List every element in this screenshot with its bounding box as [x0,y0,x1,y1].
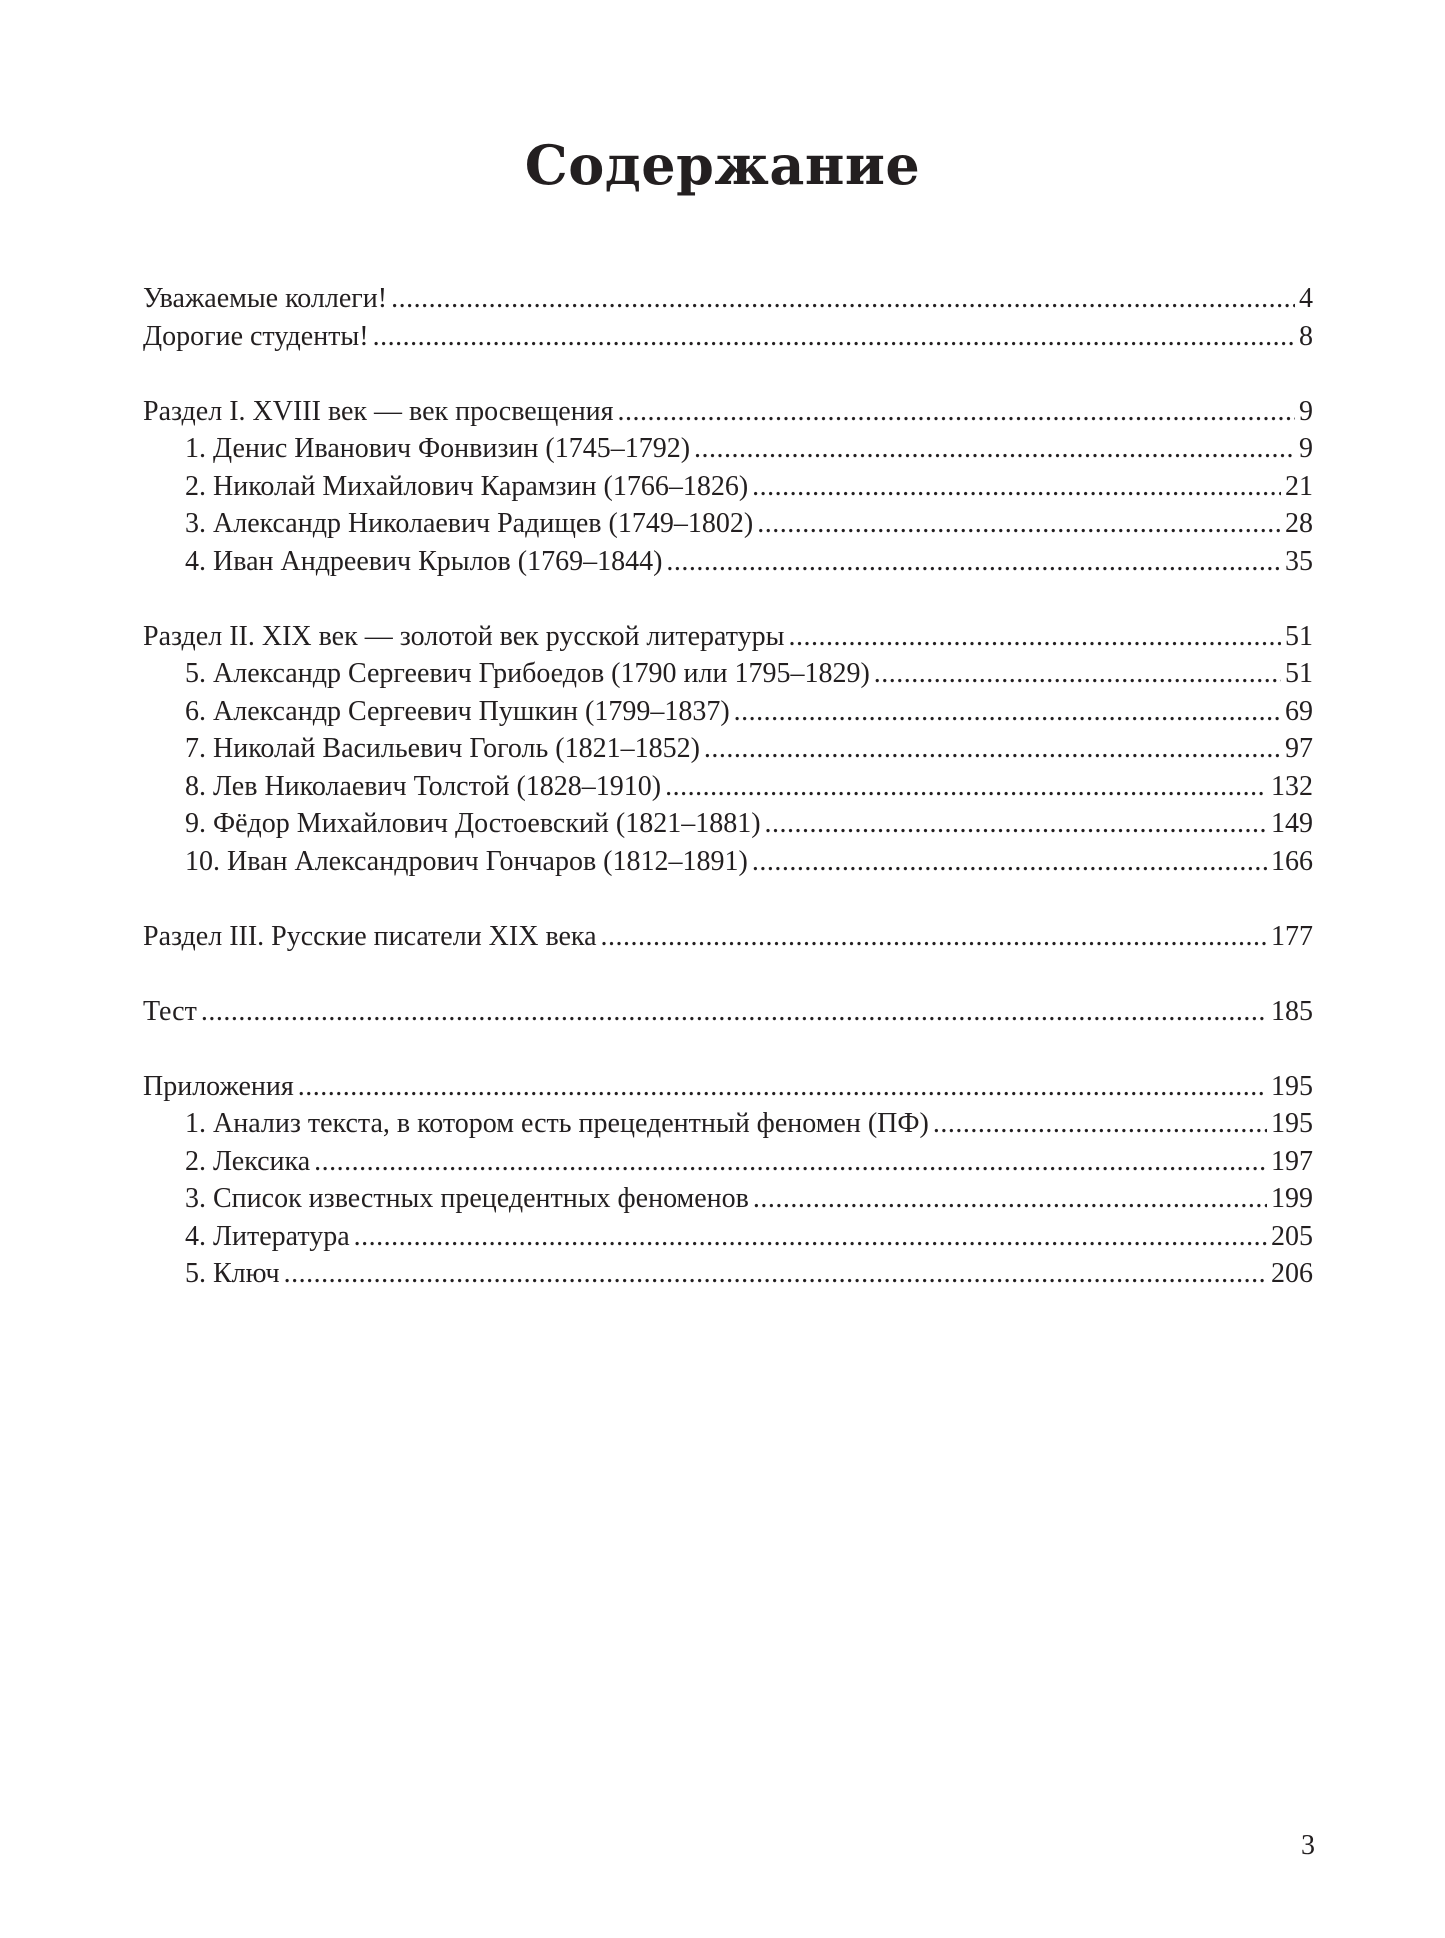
toc-entry-page: 8 [1299,320,1313,352]
toc-entry[interactable] [143,805,1313,843]
toc-entry-page: 197 [1271,1145,1313,1177]
toc-entry[interactable] [143,430,1313,468]
toc-group [143,393,1313,581]
toc-entry-title: Уважаемые коллеги! [143,283,388,314]
toc-entry-page: 9 [1299,395,1313,427]
toc-entry-page: 51 [1285,620,1313,652]
toc-entry[interactable] [143,768,1313,806]
dot-leader [201,993,1267,1031]
toc-entry[interactable] [143,280,1313,318]
dot-leader [665,768,1267,806]
toc-entry-page: 195 [1271,1070,1313,1102]
toc-entry-title: Раздел I. XVIII век — век просвещения [143,395,614,427]
toc-entry-page: 4 [1299,283,1313,314]
toc-entry-page: 206 [1271,1258,1313,1289]
dot-leader [666,543,1281,581]
toc-group [143,993,1313,1031]
toc-entry-page: 21 [1285,470,1313,502]
toc-entry[interactable] [143,1255,1313,1293]
dot-leader [752,843,1267,881]
dot-leader [694,430,1295,468]
toc-entry-page: 35 [1285,545,1313,577]
dot-leader [933,1105,1267,1143]
toc-entry[interactable] [143,543,1313,581]
toc-entry[interactable] [143,318,1313,356]
toc-entry-title: 3. Список известных прецедентных феноменов [185,1183,749,1214]
toc-entry-title: 9. Фёдор Михайлович Достоевский (1821–1881) [185,808,761,839]
toc-group [143,1068,1313,1293]
dot-leader [753,1180,1267,1218]
page-title: Содержание [524,133,921,197]
toc-entry-page: 28 [1285,508,1313,539]
toc-group [143,618,1313,881]
toc-entry-title: 6. Александр Сергеевич Пушкин (1799–1837) [185,695,730,727]
toc-entry[interactable] [143,993,1313,1031]
toc-entry[interactable] [143,393,1313,431]
toc-group [143,918,1313,956]
dot-leader [765,805,1267,843]
toc-entry[interactable] [143,468,1313,506]
toc-entry-title: Приложения [143,1070,294,1102]
toc-entry-page: 9 [1299,433,1313,464]
toc-entry-title: 5. Ключ [185,1258,280,1289]
toc-entry-title: 4. Литература [185,1220,350,1252]
dot-leader [734,693,1281,731]
table-of-contents [143,280,1313,1330]
toc-entry-page: 69 [1285,695,1313,727]
toc-entry-title: 2. Николай Михайлович Карамзин (1766–1826) [185,470,749,502]
toc-entry-title: 2. Лексика [185,1145,311,1177]
toc-entry[interactable] [143,655,1313,693]
toc-entry-title: 1. Денис Иванович Фонвизин (1745–1792) [185,433,691,464]
toc-entry[interactable] [143,730,1313,768]
toc-entry[interactable] [143,693,1313,731]
dot-leader [618,393,1295,431]
toc-entry-title: 10. Иван Александрович Гончаров (1812–1891) [185,845,748,877]
toc-entry-title: 5. Александр Сергеевич Грибоедов (1790 или 1795–1829) [185,658,870,689]
toc-entry[interactable] [143,1068,1313,1106]
toc-entry[interactable] [143,1218,1313,1256]
toc-entry-page: 166 [1271,845,1313,877]
toc-entry-title: 3. Александр Николаевич Радищев (1749–1802) [185,508,754,539]
dot-leader [284,1255,1267,1293]
toc-entry[interactable] [143,1105,1313,1143]
toc-entry-page: 205 [1271,1220,1313,1252]
dot-leader [601,918,1267,956]
toc-entry[interactable] [143,1143,1313,1181]
dot-leader [298,1068,1267,1106]
toc-entry-page: 195 [1271,1108,1313,1139]
toc-entry-title: Раздел II. XIX век — золотой век русской литературы [143,620,785,652]
toc-entry-title: 4. Иван Андреевич Крылов (1769–1844) [185,545,663,577]
toc-entry-page: 177 [1271,920,1313,952]
toc-entry-page: 185 [1271,995,1313,1027]
dot-leader [757,505,1281,543]
toc-entry-page: 199 [1271,1183,1313,1214]
dot-leader [704,730,1281,768]
dot-leader [874,655,1281,693]
dot-leader [314,1143,1267,1181]
toc-entry-page: 132 [1271,770,1313,802]
toc-entry[interactable] [143,505,1313,543]
dot-leader [354,1218,1267,1256]
dot-leader [788,618,1281,656]
dot-leader [752,468,1281,506]
toc-entry-page: 149 [1271,808,1313,839]
dot-leader [373,318,1295,356]
toc-entry[interactable] [143,918,1313,956]
toc-entry-title: 7. Николай Васильевич Гоголь (1821–1852) [185,733,700,764]
toc-entry-title: 8. Лев Николаевич Толстой (1828–1910) [185,770,662,802]
toc-group [143,280,1313,355]
page-number: 3 [1301,1830,1315,1861]
toc-entry[interactable] [143,843,1313,881]
toc-entry[interactable] [143,618,1313,656]
toc-entry-page: 51 [1285,658,1313,689]
toc-entry-title: Дорогие студенты! [143,320,369,352]
toc-entry-title: Раздел III. Русские писатели XIX века [143,920,597,952]
toc-entry-page: 97 [1285,733,1313,764]
toc-entry-title: 1. Анализ текста, в котором есть прецедентный феномен (ПФ) [185,1108,929,1139]
dot-leader [391,280,1295,318]
toc-entry[interactable] [143,1180,1313,1218]
toc-entry-title: Тест [143,995,197,1027]
